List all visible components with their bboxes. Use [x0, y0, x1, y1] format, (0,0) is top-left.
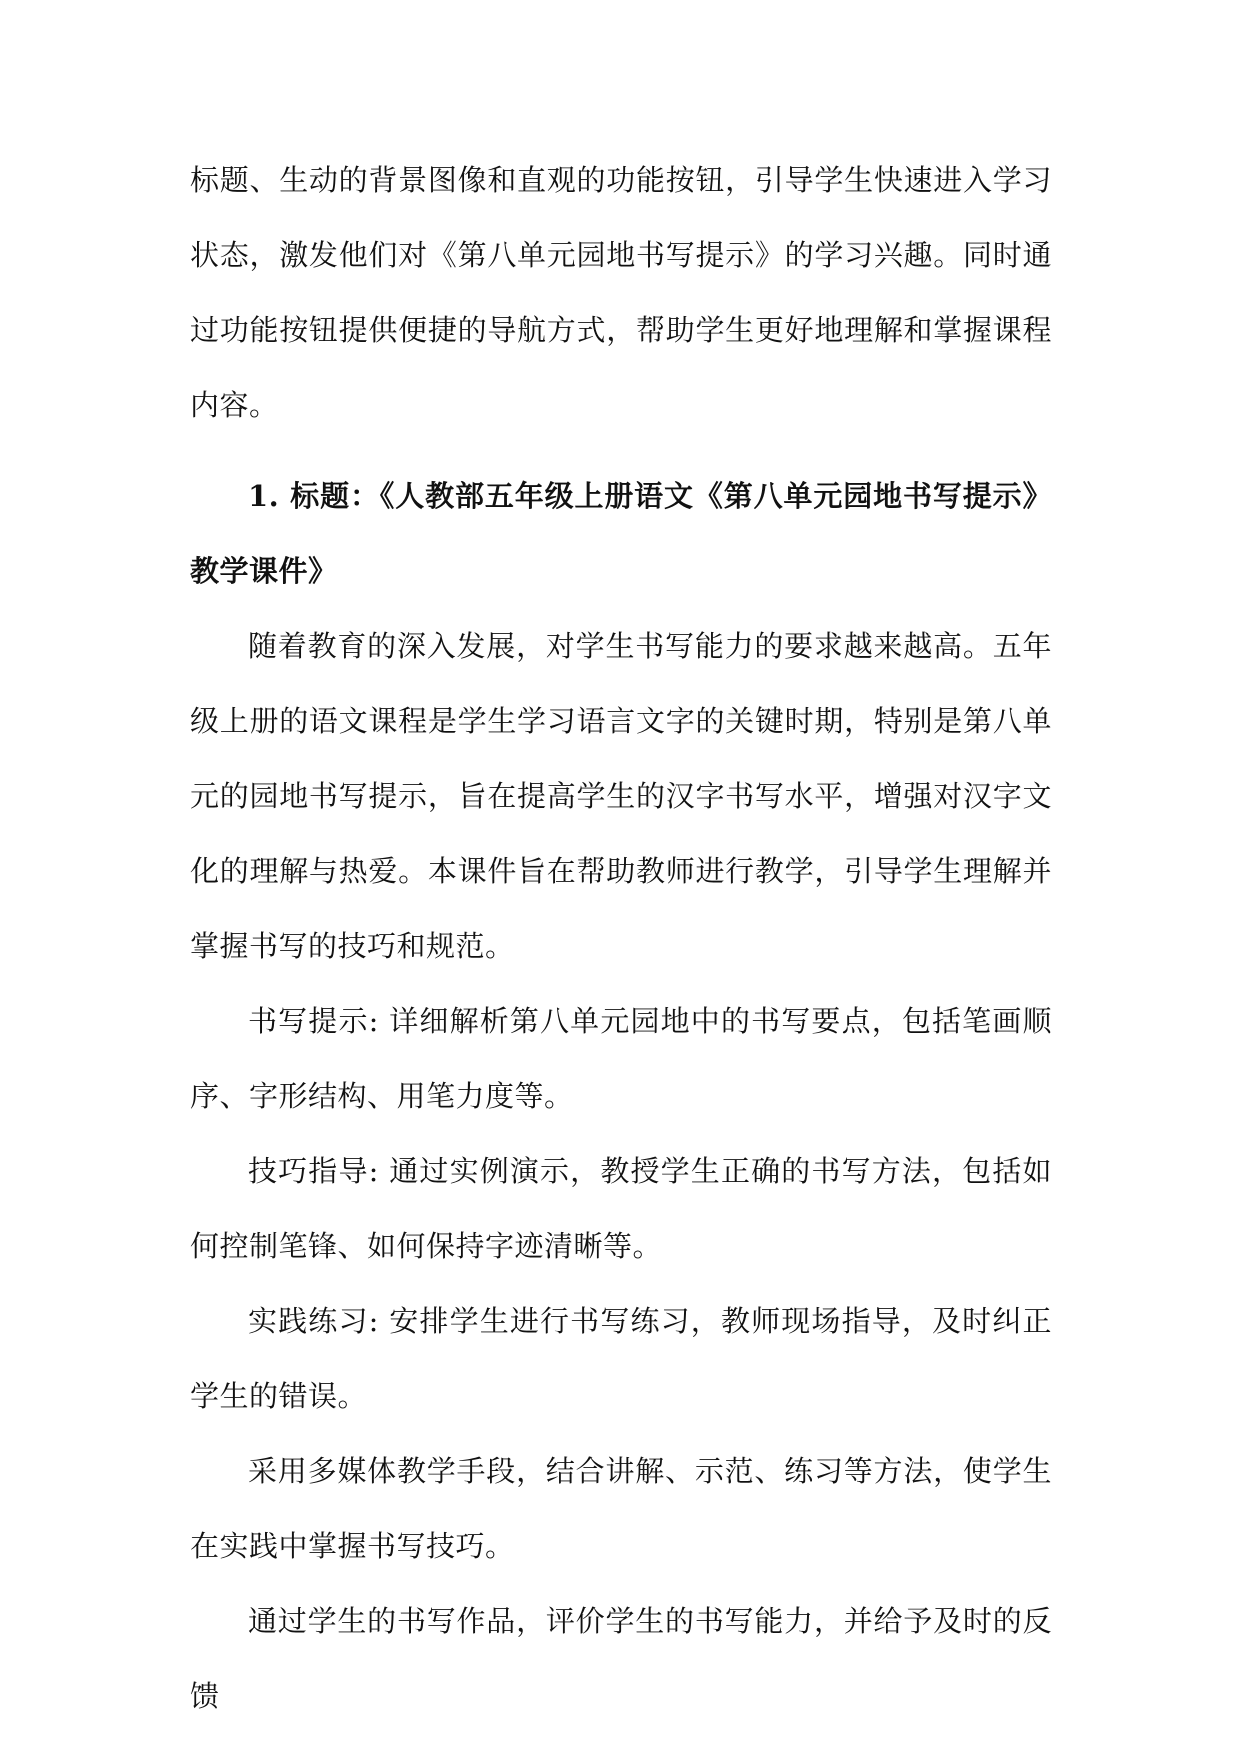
- section-heading: 1. 标题：《人教部五年级上册语文《第八单元园地书写提示》教学课件》: [190, 479, 1052, 588]
- paragraph-multimedia: 采用多媒体教学手段，结合讲解、示范、练习等方法，使学生在实践中掌握书写技巧。: [190, 1454, 1052, 1563]
- paragraph-intro: 随着教育的深入发展，对学生书写能力的要求越来越高。五年级上册的语文课程是学生学习语言文字的关键时期，特别是第八单元的园地书写提示，旨在提高学生的汉字书写水平，增强对汉字文化的理解与热爱。本课件旨在帮助教师进行教学，引导学生理解并掌握书写的技巧和规范。: [190, 629, 1052, 963]
- paragraph-continuation: 标题、生动的背景图像和直观的功能按钮，引导学生快速进入学习状态，激发他们对《第八单元园地书写提示》的学习兴趣。同时通过功能按钮提供便捷的导航方式，帮助学生更好地理解和掌握课程内容。: [190, 163, 1052, 422]
- paragraph-evaluation: 通过学生的书写作品，评价学生的书写能力，并给予及时的反馈: [190, 1604, 1052, 1713]
- paragraph-technique-guidance: 技巧指导: 通过实例演示，教授学生正确的书写方法，包括如何控制笔锋、如何保持字迹清晰等。: [190, 1154, 1052, 1263]
- document-body: [190, 143, 1052, 1734]
- paragraph-practice: 实践练习: 安排学生进行书写练习，教师现场指导，及时纠正学生的错误。: [190, 1304, 1052, 1413]
- paragraph-writing-tips: 书写提示: 详细解析第八单元园地中的书写要点，包括笔画顺序、字形结构、用笔力度等。: [190, 1004, 1052, 1113]
